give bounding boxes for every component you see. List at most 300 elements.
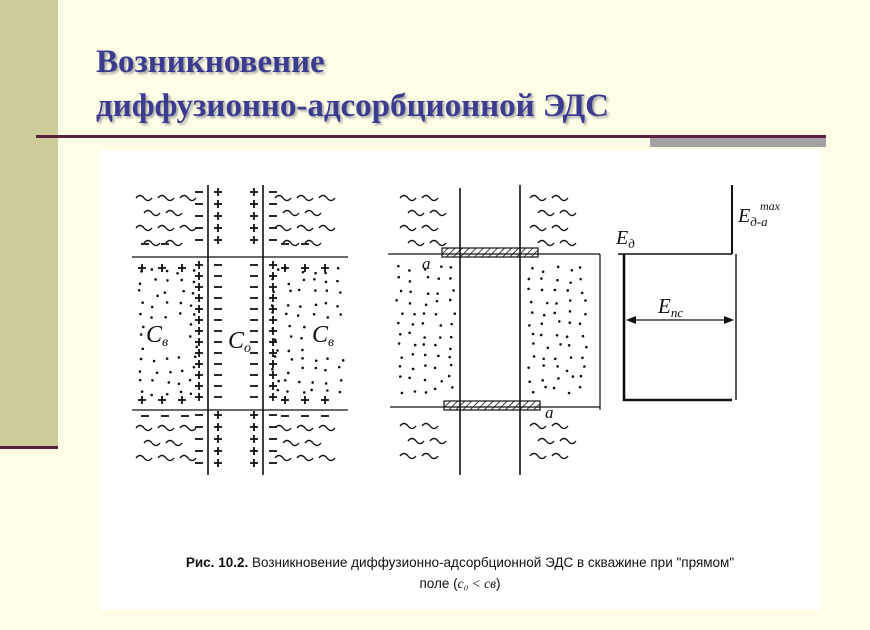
sand-dot <box>153 360 156 363</box>
sand-dot <box>285 313 288 316</box>
sand-dot <box>193 281 196 284</box>
sand-dot <box>156 372 159 375</box>
plus-sign-v <box>272 349 274 357</box>
sand-dot <box>142 326 145 329</box>
sand-dot <box>541 289 544 292</box>
label-c-mid: Cо <box>228 328 252 356</box>
minus-sign <box>250 363 258 365</box>
sand-dot <box>533 355 536 358</box>
sand-dot <box>557 377 560 380</box>
sand-dot <box>288 350 291 353</box>
tilde-mark <box>422 454 438 459</box>
sand-dot <box>542 357 545 360</box>
plus-sign-v <box>198 261 200 269</box>
minus-sign <box>301 415 309 417</box>
sand-dot <box>303 326 306 329</box>
potential-curve <box>624 254 732 400</box>
clay-wave-marks <box>136 196 576 461</box>
sand-dot <box>583 365 586 368</box>
label-c-left: Cв <box>146 322 169 350</box>
sand-dot <box>190 304 193 307</box>
tilde-mark <box>180 456 196 461</box>
label-e-d: $E_д$ <box>616 227 635 251</box>
sand-dot <box>409 290 412 293</box>
label-e-max: $E_{д-а}$ <box>738 205 768 229</box>
adsorption-plate-bottom <box>444 401 540 410</box>
sand-dot <box>193 269 196 272</box>
sand-dot <box>584 299 587 302</box>
sand-dot <box>301 349 304 352</box>
tilde-mark <box>430 241 446 246</box>
sand-dot <box>408 332 411 335</box>
sand-dot <box>568 344 571 347</box>
sand-dot <box>290 335 293 338</box>
plus-sign-v <box>161 396 163 404</box>
minus-sign <box>250 352 258 354</box>
minus-sign <box>214 297 222 299</box>
plus-sign-v <box>217 411 219 419</box>
sand-dot <box>400 356 403 359</box>
sand-dot <box>298 289 301 292</box>
minus-sign <box>269 462 277 464</box>
tilde-mark <box>275 426 291 431</box>
sand-dot <box>451 386 454 389</box>
sand-dot <box>423 312 426 315</box>
caption-line-2 <box>100 573 820 594</box>
figure-caption <box>100 552 820 594</box>
minus-sign <box>214 319 222 321</box>
tilde-mark <box>538 211 554 216</box>
minus-sign <box>250 286 258 288</box>
plus-sign-v <box>253 423 255 431</box>
plus-sign-v <box>217 212 219 220</box>
plus-sign-v <box>284 264 286 272</box>
sand-dot <box>166 357 169 360</box>
sand-dot <box>570 356 573 359</box>
sand-dot <box>540 277 543 280</box>
sand-dot <box>315 359 318 362</box>
plus-sign-v <box>272 305 274 313</box>
sand-dot <box>569 310 572 313</box>
sand-dot <box>542 364 545 367</box>
sand-dot <box>151 306 154 309</box>
sand-dot <box>425 303 428 306</box>
plus-sign-v <box>198 338 200 346</box>
minus-sign <box>214 396 222 398</box>
sand-dot <box>570 269 573 272</box>
sand-dot <box>555 302 558 305</box>
sand-dot <box>181 370 184 373</box>
sand-dot <box>286 390 289 393</box>
sand-dot <box>542 270 545 273</box>
sand-dot <box>190 392 193 395</box>
sand-dot <box>339 291 342 294</box>
sand-dot <box>193 366 196 369</box>
tilde-mark <box>530 226 546 231</box>
tilde-mark <box>530 424 546 429</box>
minus-sign <box>195 215 203 217</box>
sand-dot <box>440 265 443 268</box>
tilde-mark <box>180 226 196 231</box>
sand-dot <box>301 367 304 370</box>
label-e-max-sup: max <box>760 199 780 213</box>
sand-dot <box>193 313 196 316</box>
sand-dot <box>530 301 533 304</box>
plus-sign-v <box>141 264 143 272</box>
sand-dot <box>398 342 401 345</box>
sand-dot <box>314 367 317 370</box>
sand-dot <box>271 368 274 371</box>
sand-dot <box>178 382 181 385</box>
minus-sign <box>250 330 258 332</box>
minus-sign <box>214 275 222 277</box>
sand-dot <box>453 312 456 315</box>
minus-sign <box>195 239 203 241</box>
minus-sign <box>281 243 289 245</box>
minus-sign <box>269 438 277 440</box>
figure-panel <box>100 150 820 610</box>
tilde-mark <box>552 454 568 459</box>
sand-dot <box>543 314 546 317</box>
sidebar-underline <box>0 446 58 449</box>
sand-dot <box>556 365 559 368</box>
tilde-mark <box>530 196 546 201</box>
sand-dot <box>427 276 430 279</box>
sand-dot <box>553 312 556 315</box>
minus-sign <box>250 374 258 376</box>
tilde-mark <box>430 211 446 216</box>
sand-dot <box>528 380 531 383</box>
sand-dot <box>449 277 452 280</box>
sand-dot <box>413 313 416 316</box>
sand-dot <box>156 295 159 298</box>
minus-sign <box>301 243 309 245</box>
plus-sign-v <box>198 393 200 401</box>
sand-dot <box>342 359 345 362</box>
plus-sign-v <box>217 224 219 232</box>
sand-dot <box>558 320 561 323</box>
plus-sign-v <box>253 459 255 467</box>
tilde-mark <box>166 441 182 446</box>
minus-sign <box>269 414 277 416</box>
tilde-mark <box>136 456 152 461</box>
sand-dot <box>326 389 329 392</box>
sand-dot <box>409 302 412 305</box>
minus-sign <box>269 426 277 428</box>
minus-sign <box>161 243 169 245</box>
sand-dot <box>532 391 535 394</box>
sand-dot <box>325 382 328 385</box>
sand-dot <box>584 313 587 316</box>
sand-dot <box>546 302 549 305</box>
tilde-mark <box>560 241 576 246</box>
tilde-mark <box>422 424 438 429</box>
sand-dot <box>540 334 543 337</box>
sand-dot <box>527 366 530 369</box>
sand-dot <box>182 290 185 293</box>
sand-dot <box>303 391 306 394</box>
title-line-1: Возникновение <box>96 44 325 80</box>
tilde-mark <box>275 226 291 231</box>
sand-dot <box>311 381 314 384</box>
plus-sign-v <box>198 371 200 379</box>
sand-dot <box>397 322 400 325</box>
sand-dot <box>287 304 290 307</box>
sand-dot <box>154 278 157 281</box>
sand-dot <box>139 379 142 382</box>
caption-line2-text: поле ( <box>419 576 458 591</box>
minus-sign <box>214 286 222 288</box>
sand-dot <box>291 358 294 361</box>
sand-dot <box>139 313 142 316</box>
sand-dot <box>452 289 455 292</box>
sand-dot <box>569 299 572 302</box>
plus-sign-v <box>198 382 200 390</box>
sand-dot <box>424 364 427 367</box>
sand-dot <box>176 272 179 275</box>
tilde-mark <box>400 454 416 459</box>
sand-dot <box>579 278 582 281</box>
plus-sign-v <box>253 411 255 419</box>
tilde-mark <box>158 426 174 431</box>
tilde-mark <box>552 424 568 429</box>
sand-dot <box>437 355 440 358</box>
plus-sign-v <box>272 272 274 280</box>
minus-sign <box>269 227 277 229</box>
sand-dot <box>303 279 306 282</box>
sand-dot <box>546 346 549 349</box>
sand-dot <box>540 322 543 325</box>
sand-dot <box>310 389 313 392</box>
plus-sign-v <box>253 200 255 208</box>
tilde-mark <box>530 454 546 459</box>
sand-dot <box>450 336 453 339</box>
plus-sign-v <box>304 264 306 272</box>
sand-dot <box>439 336 442 339</box>
tilde-mark <box>136 426 152 431</box>
sand-dot <box>449 348 452 351</box>
tilde-mark <box>560 211 576 216</box>
tilde-mark <box>144 211 160 216</box>
sand-dot <box>277 380 280 383</box>
sand-dot <box>436 292 439 295</box>
sand-dot <box>326 357 329 360</box>
sand-dot <box>449 299 452 302</box>
sand-dot <box>541 379 544 382</box>
sand-dot <box>298 381 301 384</box>
sand-dot <box>448 375 451 378</box>
minus-sign <box>141 243 149 245</box>
minus-sign <box>195 227 203 229</box>
sand-dot <box>325 281 328 284</box>
sand-dot <box>400 290 403 293</box>
sand-dot <box>336 280 339 283</box>
tilde-mark <box>136 226 152 231</box>
tilde-mark <box>275 196 291 201</box>
sand-dot <box>450 323 453 326</box>
tilde-mark <box>136 196 152 201</box>
sand-dot <box>313 278 316 281</box>
sand-dot <box>395 299 398 302</box>
sand-dot <box>448 356 451 359</box>
caption-line-1 <box>100 552 820 573</box>
sand-dot <box>427 292 430 295</box>
minus-sign <box>195 438 203 440</box>
sand-dot <box>180 391 183 394</box>
plus-sign-v <box>198 316 200 324</box>
plus-sign-v <box>324 396 326 404</box>
sand-dot <box>299 305 302 308</box>
tilde-mark <box>408 439 424 444</box>
minus-sign <box>321 415 329 417</box>
minus-sign <box>269 215 277 217</box>
sand-dot <box>274 355 277 358</box>
sand-dot <box>566 335 569 338</box>
plus-sign-v <box>198 360 200 368</box>
sand-dot <box>399 365 402 368</box>
minus-sign <box>195 462 203 464</box>
sand-dot <box>340 379 343 382</box>
sand-dot <box>141 348 144 351</box>
tilde-mark <box>180 196 196 201</box>
sand-dot <box>324 272 327 275</box>
sand-dot <box>314 289 317 292</box>
sand-dot <box>337 267 340 270</box>
sand-dot <box>450 364 453 367</box>
tilde-mark <box>552 196 568 201</box>
eps-arrow-head-right <box>724 316 734 324</box>
sand-dot <box>314 272 317 275</box>
sand-dot <box>554 357 557 360</box>
tilde-mark <box>400 196 416 201</box>
tilde-mark <box>283 211 299 216</box>
plus-sign-v <box>253 188 255 196</box>
plus-sign-v <box>217 188 219 196</box>
slide-title <box>96 40 609 128</box>
minus-sign <box>214 352 222 354</box>
sand-dot <box>434 388 437 391</box>
sand-dot <box>287 372 290 375</box>
sand-dot <box>339 313 342 316</box>
sand-dot <box>180 302 183 305</box>
sand-dot <box>414 390 417 393</box>
minus-sign <box>269 239 277 241</box>
sand-dot <box>168 381 171 384</box>
sand-dot <box>288 325 291 328</box>
plus-sign-v <box>217 447 219 455</box>
caption-text: Возникновение диффузионно-адсорбционной ЭДС в скважине при "прямом" <box>248 555 735 570</box>
sand-dot <box>532 342 535 345</box>
sand-dot <box>166 393 169 396</box>
sand-dot <box>556 279 559 282</box>
sand-dot <box>195 346 198 349</box>
tilde-mark <box>422 196 438 201</box>
tilde-mark <box>305 441 321 446</box>
sand-dot <box>179 312 182 315</box>
title-rule-shadow <box>650 138 826 147</box>
plus-sign-v <box>272 371 274 379</box>
minus-sign <box>269 191 277 193</box>
sand-dot <box>434 344 437 347</box>
sand-dot <box>336 305 339 308</box>
minus-sign <box>250 396 258 398</box>
title-line-2: диффузионно-адсорбционной ЭДС <box>96 88 609 124</box>
sand-dot <box>180 279 183 282</box>
label-c-right: Cв <box>312 322 335 350</box>
sand-dot <box>326 289 329 292</box>
sand-dot <box>277 389 280 392</box>
sand-dot <box>164 291 167 294</box>
minus-sign <box>250 297 258 299</box>
tilde-mark <box>166 211 182 216</box>
sand-dot <box>568 392 571 395</box>
tilde-mark <box>319 456 335 461</box>
sand-dot <box>189 335 192 338</box>
tilde-mark <box>400 226 416 231</box>
sand-dot <box>397 276 400 279</box>
sand-dot <box>572 375 575 378</box>
tilde-mark <box>560 439 576 444</box>
sand-dot <box>287 283 290 286</box>
sand-dot <box>397 265 400 268</box>
plus-sign-v <box>181 396 183 404</box>
sand-dot <box>411 353 414 356</box>
sand-dot <box>190 323 193 326</box>
plus-sign-v <box>253 447 255 455</box>
sand-dot <box>274 339 277 342</box>
minus-sign <box>250 264 258 266</box>
minus-sign <box>195 450 203 452</box>
plus-sign-v <box>272 294 274 302</box>
tilde-mark <box>538 241 554 246</box>
sand-dot <box>301 357 304 360</box>
sand-dot <box>338 366 341 369</box>
sand-dot <box>424 354 427 357</box>
sand-dot <box>140 358 143 361</box>
plus-sign-v <box>253 224 255 232</box>
sand-dot <box>437 277 440 280</box>
caption-number: Рис. 10.2. <box>185 555 249 570</box>
sand-dot <box>192 292 195 295</box>
sand-dot <box>579 322 582 325</box>
minus-sign <box>214 385 222 387</box>
sand-dot <box>277 268 280 271</box>
tilde-mark <box>538 439 554 444</box>
sand-dot <box>166 301 169 304</box>
sand-dot <box>425 391 428 394</box>
plus-sign-v <box>272 261 274 269</box>
sand-dot <box>399 375 402 378</box>
sand-dot <box>401 312 404 315</box>
minus-sign <box>214 330 222 332</box>
sand-dot <box>580 375 583 378</box>
sand-dot <box>559 343 562 346</box>
tilde-mark <box>297 226 313 231</box>
sand-dot <box>568 321 571 324</box>
plus-sign-v <box>253 435 255 443</box>
sand-dot <box>408 377 411 380</box>
plus-sign-v <box>198 305 200 313</box>
minus-sign <box>281 415 289 417</box>
minus-sign <box>181 415 189 417</box>
plus-sign-v <box>161 264 163 272</box>
sand-dot <box>140 333 143 336</box>
eps-arrow-head-left <box>626 316 636 324</box>
plus-sign-v <box>272 360 274 368</box>
minus-sign <box>214 341 222 343</box>
sand-dot <box>339 391 342 394</box>
plus-sign-v <box>217 459 219 467</box>
